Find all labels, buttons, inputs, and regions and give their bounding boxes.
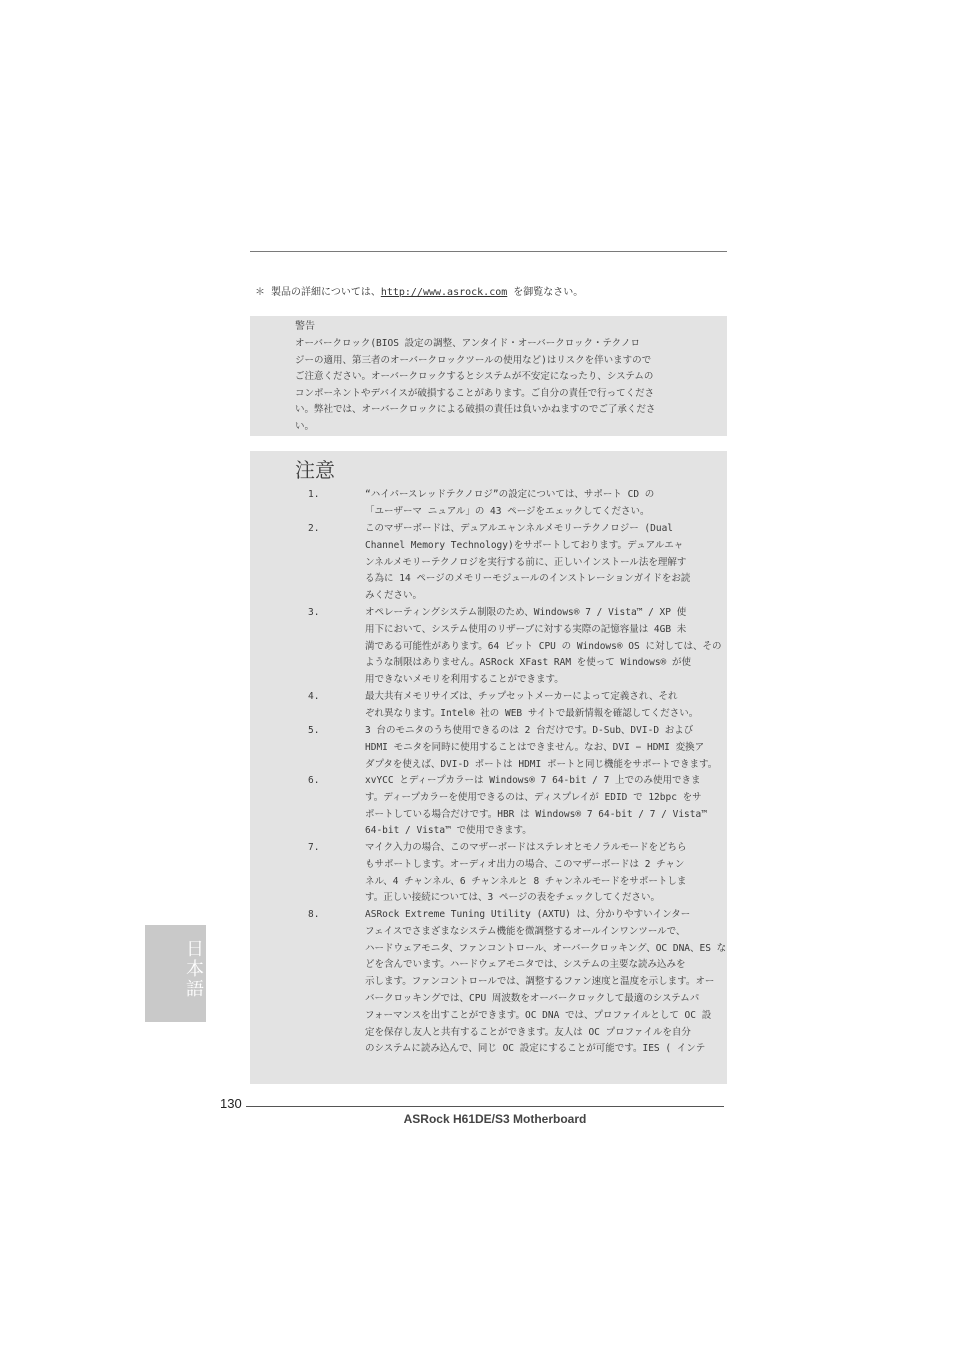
note-line: す。ディープカラーを使用できるのは、ディスプレイが EDID で 12bpc をサ [365,791,702,803]
note-suffix: を御覧なさい。 [507,287,584,298]
note-text [365,487,727,521]
note-text [365,605,727,689]
note-line: ハードウェアモニタ、ファンコントロール、オーバークロッキング、OC DNA、ES な [365,942,727,954]
warning-line: い。弊社では、オーバークロックによる破損の責任は負いかねますのでご了承くださ [295,404,656,416]
note-line: HDMI モニタを同時に使用することはできません。なお、DVI − HDMI 変換ア [365,741,705,753]
notes-heading: 注意 [295,458,335,482]
note-line: ンネルメモリーテクノロジを実行する前に、正しいインストール法を理解す [365,556,687,568]
note-line: 64-bit / Vista™ で使用できます。 [365,825,532,837]
note-line: す。正しい接続については、3 ページの表をチェックしてください。 [365,892,661,904]
note-line: オペレーティングシステム制限のため、Windows® 7 / Vista™ / XP 使 [365,607,687,618]
note-prefix: ＊ 製品の詳細については、 [255,287,381,298]
note-line: フェイスでさまざまなシステム機能を微調整するオールインワンツールで、 [365,925,686,937]
warning-line: い。 [295,420,315,432]
note-line: 示します。ファンコントロールでは、調整するファン速度と温度を示します。オー [365,976,715,988]
note-line: 定を保存し友人と共有することができます。友人は OC プロファイルを自分 [365,1026,691,1038]
note-line: ダプタを使えば、DVI-D ポートは HDMI ポートと同じ機能をサポートできます。 [365,758,718,770]
note-text [365,689,727,723]
note-line: 満である可能性があります。64 ビット CPU の Windows® OS に対しては、その [365,640,722,652]
note-line: ような制限はありません。ASRock XFast RAM を使って Windows® が使 [365,657,691,669]
note-number: 7. [308,842,320,853]
note-text [365,907,727,1058]
note-line: バークロッキングでは、CPU 周波数をオーバークロックして最適のシステムパ [365,992,700,1004]
note-line: ネル、4 チャンネル、6 チャンネルと 8 チャンネルモードをサポートしま [365,875,687,887]
note-line: もサポートします。オーディオ出力の場合、このマザーボードは 2 チャン [365,858,685,870]
note-line: みください。 [365,590,423,602]
note-line: ASRock Extreme Tuning Utility (AXTU) は、分かりやすいインター [365,909,691,920]
warning-line: ジーの適用、第三者のオーバークロックツールの使用など)はリスクを伴いますので [295,354,652,366]
product-info-note [255,286,583,300]
warning-line: コンポーネントやデバイスが破損することがあります。ご自分の責任で行ってくださ [295,387,655,399]
note-number: 1. [308,489,320,500]
note-number: 3. [308,607,320,618]
note-line: Channel Memory Technology)をサポートしております。デュアルエャ [365,539,684,551]
warning-line: ご注意ください。オーバークロックするとシステムが不安定になったり、システムの [295,371,654,383]
warning-line: オーバークロック(BIOS 設定の調整、アンタイド・オーバークロック・テクノロ [295,338,640,349]
notes-box [250,451,727,1084]
note-line: フォーマンスを出すことができます。OC DNA では、プロファイルとして OC 設 [365,1009,712,1021]
note-number: 2. [308,523,320,534]
warning-box [250,316,727,436]
note-line: 「ユーザーマ ニュアル」の 43 ページをエェックしてください。 [365,505,650,517]
asrock-website-link[interactable]: http://www.asrock.com [380,287,508,298]
note-text [365,521,727,605]
note-line: どを含んでいます。ハードウェアモニタでは、システムの主要な読み込みを [365,959,686,971]
note-number: 8. [308,909,320,920]
note-line: xvYCC とディープカラーは Windows® 7 64-bit / 7 上でのみ使用できま [365,775,701,786]
note-number: 6. [308,775,320,786]
note-text [365,723,727,773]
top-divider [250,251,727,252]
note-line: マイク入力の場合、このマザーボードはステレオとモノラルモードをどちら [365,842,687,853]
page-number: 130 [220,1096,242,1111]
note-line: ぞれ異なります。Intel® 社の WEB サイトで最新情報を確認してください。 [365,707,699,719]
note-text [365,840,727,907]
note-line: 用下において、システム使用のリザーブに対する実際の記憶容量は 4GB 未 [365,623,687,635]
note-line: る為に 14 ページのメモリーモジュールのインストレーションガイドをお読 [365,573,691,585]
note-line: 最大共有メモリサイズは、チップセットメーカーによって定義され、それ [365,691,678,702]
note-line: ポートしている場合だけです。HBR は Windows® 7 64-bit / 7 / Vista™ [365,808,707,820]
language-tab-label: 日本語 [183,939,204,999]
note-line: このマザーボードは、デュアルエャンネルメモリーテクノロジー (Dual [365,523,674,534]
note-number: 5. [308,725,320,736]
note-line: 3 台のモニタのうち使用できるのは 2 台だけです。D-Sub、DVI-D および [365,725,694,736]
note-line: 用できないメモリを利用することができます。 [365,674,564,686]
note-line: “ハイパースレッドテクノロジ”の設定については、サポート CD の [365,489,655,500]
note-number: 4. [308,691,320,702]
language-tab [145,925,206,1022]
note-line: のシステムに読み込んで、同じ OC 設定にすることが可能です。IES ( インテ [365,1043,706,1055]
footer-divider [246,1106,724,1107]
warning-title: 警告 [295,321,315,332]
note-text [365,773,727,840]
footer-title: ASRock H61DE/S3 Motherboard [403,1112,587,1126]
warning-text [295,336,715,436]
